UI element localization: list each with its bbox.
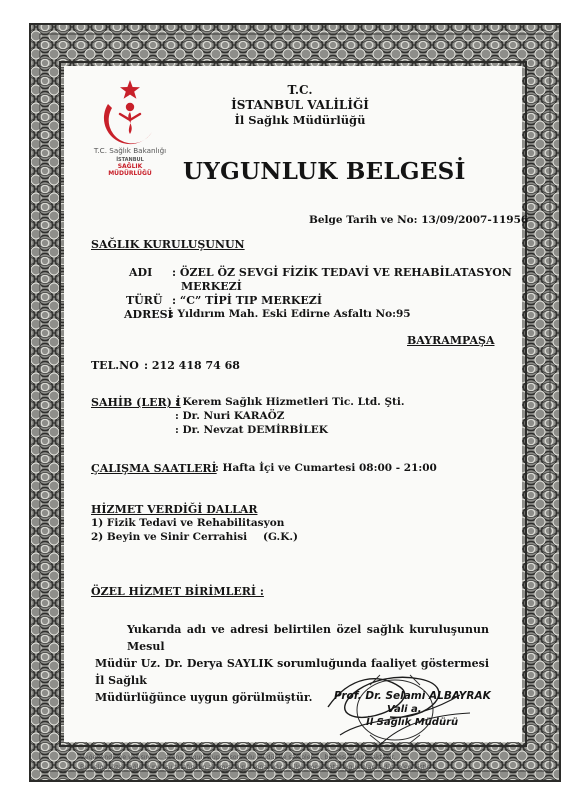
hizmet-item-2: 2) Beyin ve Sinir Cerrahisi: [91, 531, 248, 543]
adi-value-line1: : ÖZEL ÖZ SEVGİ FİZİK TEDAVİ VE REHABİLATASYON: [172, 266, 512, 279]
sahip-label: SAHİB (LER) İ: [91, 396, 181, 409]
calisma-value: : Hafta İçi ve Cumartesi 08:00 - 21:00: [215, 462, 437, 474]
sahip-line-3: : Dr. Nevzat DEMİRBİLEK: [175, 424, 328, 436]
adres-label: ADRESİ: [124, 308, 173, 321]
header-valilik: İSTANBUL VALİLİĞİ: [231, 98, 369, 112]
signature-title-1: Vali a.: [387, 704, 422, 715]
footer-note-2: Bu belge, özel sağlık kuruluşu tarafından alınmış olup ... onaylıdır ve ilgili mevzuata uygun olarak düzenlenmiştir.: [80, 764, 431, 771]
logo-saglik: SAĞLIK: [117, 163, 143, 170]
ozel-birimler-heading: ÖZEL HİZMET BİRİMLERİ :: [91, 585, 264, 598]
turu-value: : “C” TİPİ TIP MERKEZİ: [172, 294, 322, 307]
belge-date-number: Belge Tarih ve No: 13/09/2007-11956: [309, 214, 529, 226]
hizmet-item-2-note: (G.K.): [263, 531, 298, 543]
signature-title-2: İl Sağlık Müdürü: [366, 717, 459, 728]
tel-label: TEL.NO: [91, 359, 139, 372]
adi-label: ADI: [129, 266, 153, 279]
paragraph-line-3: Müdürlüğünce uygun görülmüştür.: [95, 691, 313, 704]
calisma-label: ÇALIŞMA SAATLERİ: [91, 462, 217, 475]
kurulus-heading: SAĞLIK KURULUŞUNUN: [91, 238, 245, 251]
signature-name: Prof. Dr. Selami ALBAYRAK: [334, 690, 491, 702]
adres-value: : Yıldırım Mah. Eski Edirne Asfaltı No:95: [170, 308, 411, 320]
page-title: UYGUNLUK BELGESİ: [183, 158, 466, 185]
district: BAYRAMPAŞA: [407, 334, 495, 347]
paragraph-line-1: Yukarıda adı ve adresi belirtilen özel sağlık kuruluşunun Mesul: [127, 623, 489, 653]
adi-value-line2: MERKEZİ: [181, 280, 242, 293]
logo-ministry-name: T.C. Sağlık Bakanlığı: [93, 146, 167, 155]
sahip-line-2: : Dr. Nuri KARAÖZ: [175, 410, 285, 422]
footer-note-1: Değerlendirme yazısının ... aslına uygun olup ... sorumlu müdür ve sahipleri ... belgesi bulunmaktadır.: [80, 754, 396, 761]
paragraph-line-2: Müdür Uz. Dr. Derya SAYLIK sorumluğunda faaliyet göstermesi İl Sağlık: [95, 657, 489, 687]
logo-city: İSTANBUL: [116, 157, 144, 163]
hizmet-item-1: 1) Fizik Tedavi ve Rehabilitasyon: [91, 517, 285, 529]
header-mudurluk: İl Sağlık Müdürlüğü: [234, 113, 366, 127]
logo-mudurlugu: MÜDÜRLÜĞÜ: [108, 170, 152, 177]
turu-label: TÜRÜ: [126, 294, 163, 307]
header-tc: T.C.: [287, 83, 313, 97]
hizmet-heading: HİZMET VERDİĞİ DALLAR: [91, 503, 258, 516]
tel-value: : 212 418 74 68: [144, 359, 240, 372]
sahip-line-1: : Kerem Sağlık Hizmetleri Tic. Ltd. Şti.: [175, 396, 405, 408]
